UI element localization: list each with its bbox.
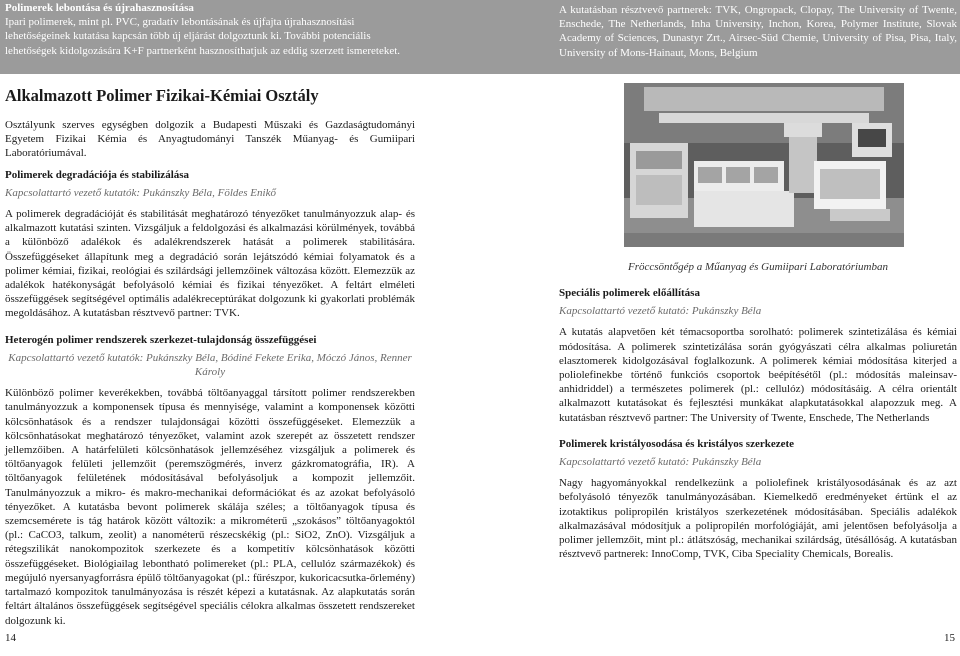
photo-caption: Fröccsöntőgép a Műanyag és Gumiipari Laboratóriumban [627,261,888,273]
page-number-right: 15 [944,632,955,644]
degradation-body: A polimerek degradációját és stabilitását meghatározó tényezőket tanulmányozzuk alap- és alkalmazott kutatási szinten. Vizsgáljuk a feldolgozási és alkalmazási körülmények, továbbá a különböző adalékok és adalékrendszerek hatását a polimerek stabilitására. Összefüggéseket állapítunk meg a degradáció során lejátszódó kémiai folyamatok és a polimer kémiai, fizikai, reológiai és szilárdsági jellemzőinek változása között. Elemezzük az adalékok hatékonyságát befolyásoló kémiai és fizikai tényezőket. A feltárt elméleti összefüggések segítségével optimális adalékreceptúrákat dolgozunk ki gyakorlati problémák megoldásához. A kutatásban résztvevő partner: TVK. [5,208,415,320]
right-column [559,286,957,561]
modification-byline: Kapcsolattartó vezető kutató: Pukánszky Béla [559,305,762,318]
degradation-heading: Polimerek degradációja és stabilizálása [5,168,190,181]
recycling-heading: Polimerek lebontása és újrahasznosítása [5,2,194,14]
crystallization-heading: Polimerek kristályosodása és kristályos szerkezete [559,437,795,450]
degradation-byline: Kapcsolattartó vezető kutatók: Pukánszky Béla, Földes Enikő [5,186,276,199]
left-column [5,118,415,628]
section-title: Alkalmazott Polimer Fizikai-Kémiai Osztály [5,86,319,105]
crystallization-body: Nagy hagyományokkal rendelkezünk a poliolefinek kristályosodásának és az azt befolyásoló tényezők tanulmányozásában. Kiemelkedő eredményeket értünk el az izotaktikus polipropilén kristályos szerkezetének módosításában. Speciális adalékok alkalmazásával módosítjuk a polipropilén morfológiáját, ami jelentősen befolyásolja a polimer jellemzőit, mint pl.: átlátszóság, mechanikai szilárdság, ütésállóság. A kutatásban résztvevő partnerek: InnoComp, TVK, Ciba Speciality Chemicals, Borealis. [559,477,957,561]
composites-heading: Heterogén polimer rendszerek szerkezet-tulajdonság összefüggései [5,333,317,346]
modification-body: A kutatás alapvetően két témacsoportba sorolható: polimerek szintetizálása és kémiai módosítása. A polimerek szintetizálása során gyógyászati célra alkalmas poliuretán elasztomerek kidolgozásával foglalkozunk. A polimerek kémiai módosítása kiterjed a poliolefinekbe történő funkciós csoportok beépítésétől (pl.: módosítás maleinsav-anhidriddel) a természetes polimerek (pl.: cellulóz) módosításáig. A célra orientált alkalmazott kutatásokat és fejlesztési munkákat alapkutatásokkal alapozzuk meg. A kutatásban résztvevő partner: The University of Twente, Enschede, The Netherlands [559,326,957,424]
crystallization-byline: Kapcsolattartó vezető kutató: Pukánszky Béla [559,456,762,469]
page-number-left: 14 [5,632,16,644]
partners-text: A kutatásban résztvevő partnerek: TVK, Ongropack, Clopay, The University of Twente, Enschede, The Netherlands, Inha University, Inchon, Korea, Polymer Institute, Slovak Academy of Sciences, Dunastyr Zrt., Airsec-Süd Chemie, University of Pisa, Pisa, Italy, University of Mons-Hainaut, Mons, Belgium [559,4,957,59]
composites-byline: Kapcsolattartó vezető kutatók: Pukánszky Béla, Bódiné Fekete Erika, Móczó János, Renner Károly [8,351,412,379]
injection-molding-machine-photo [624,83,904,247]
composites-body: Különböző polimer keverékekben, továbbá töltőanyaggal társított polimer rendszerekben tanulmányozzuk a komponensek típusa és mennyisége, valamint a komponensek közötti kölcsönhatások és a rendszer tulajdonságai közötti összefüggéseket. Elemezzük a kölcsönhatásokat meghatározó tényezőket, valamint azok szerepét az összetett rendszer jellemzőiben. A határfelületi kölcsönhatások jellemzéséhez vizsgáljuk a polimerek és töltőanyagok felületi jellemzőit (peremszögmérés, inverz gázkromatográfia, IR). A töltőanyagok felületének módosításával befolyásoljuk a kompozit jellemzőit. Tanulmányozzuk a mikro- és makro-mechanikai deformációkat és az azokat befolyásoló tényezőket. A kutatásba bevont polimerek skálája széles; a töltőanyagok típusa és szemcsemérete is tág határok között változik: a mikrométerű „szokásos” töltőanyagoktól (pl.: CaCO3, talkum, zeolit) a nanométerű részecskékig (pl.: SiO2, ZnO). Vizsgáljuk a rétegszilikát nanokompozitok szerkezete és a kompetitív kölcsönhatások közötti összefüggéseket. Biológiailag lebontható polimereket (pl.: PLA, cellulóz származékok) és megújuló nyersanyagforrásra épülő töltőanyagokat (pl.: fűrészpor, kukoricacsutka-őrlemény) tartalmazó kompozitok tanulmányozása is részét képezi a kutatásnak. Az alapkutatás során feltárt általános összefüggések segítségével speciális célokra alkalmas összetett rendszereket dolgozunk ki. [5,387,415,627]
modification-heading: Speciális polimerek előállítása [559,287,700,299]
recycling-block [5,1,415,58]
recycling-text: Ipari polimerek, mint pl. PVC, gradatív lebontásának és újfajta újrahasznosítási lehetőségeinek kutatása kapcsán több új eljárást dolgoztunk ki. További potenciális lehetőségek kidolgozására K+F partnerként hasznosíthatjuk az eddig szerzett ismereteket. [5,16,401,57]
intro-paragraph: Osztályunk szerves egységben dolgozik a Budapesti Műszaki és Gazdaságtudományi Egyetem Fizikai Kémia és Anyagtudományi Tanszék Műanyag- és Gumiipari Laboratóriumával. [5,119,415,160]
